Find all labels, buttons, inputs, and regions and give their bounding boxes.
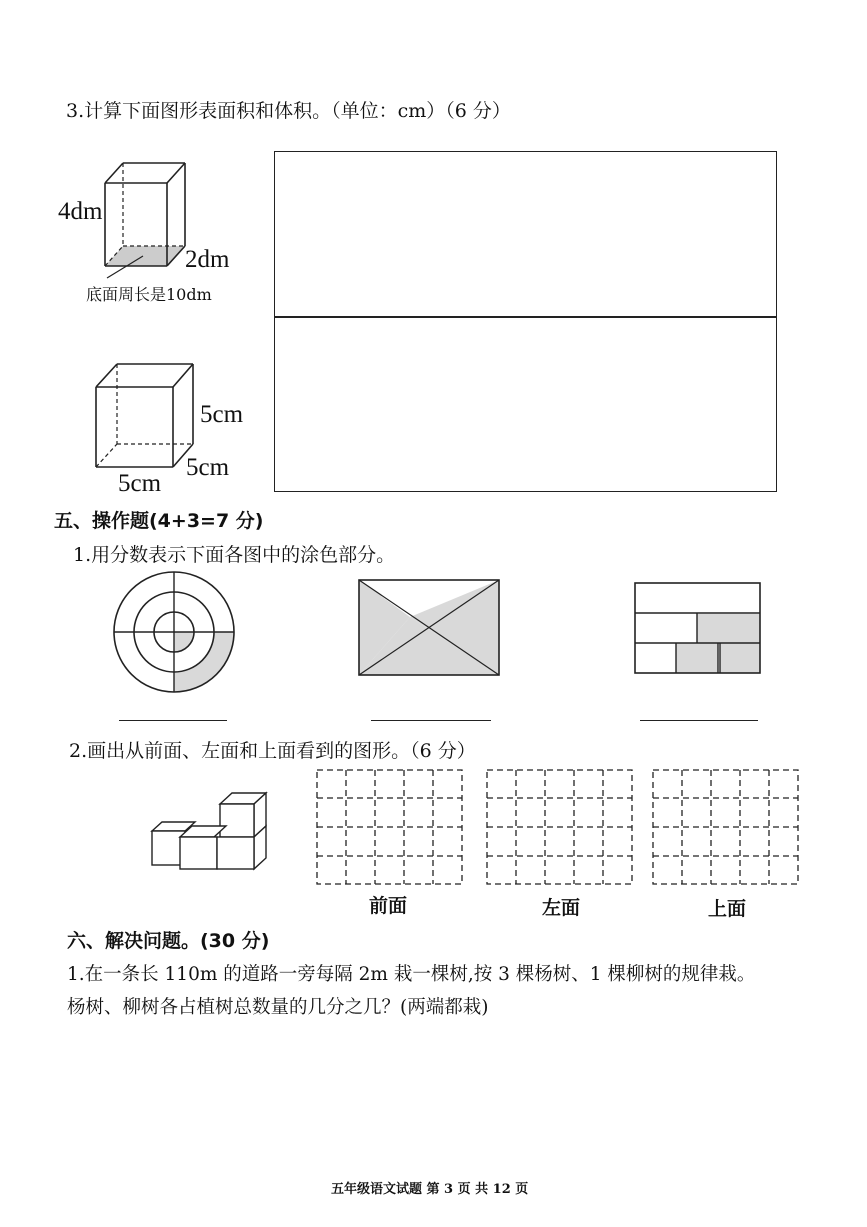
prism-height-label: 4dm bbox=[58, 198, 103, 225]
page-footer: 五年级语文试题 第 3 页 共 12 页 bbox=[331, 1182, 529, 1197]
section6-heading: 六、解决问题。(30 分) bbox=[67, 930, 270, 952]
fraction-answer-blank-2[interactable] bbox=[371, 720, 491, 721]
prism-depth-label: 2dm bbox=[185, 246, 230, 273]
rectangle-triangles-figure bbox=[358, 579, 500, 676]
fraction-answer-blank-3[interactable] bbox=[640, 720, 758, 721]
cube-figure bbox=[90, 360, 200, 472]
answer-box-cube[interactable] bbox=[274, 316, 777, 492]
brick-rectangle-figure bbox=[634, 582, 762, 674]
section6-q1-line1: 1.在一条长 110m 的道路一旁每隔 2m 栽一棵树,按 3 棵杨树、1 棵柳树的规律栽。 bbox=[67, 964, 756, 985]
rectangular-prism-figure bbox=[95, 160, 195, 275]
cube-depth-label: 5cm bbox=[186, 454, 230, 481]
grid-front-view[interactable] bbox=[316, 769, 464, 886]
view-label-top: 上面 bbox=[708, 898, 747, 920]
cube-width-label: 5cm bbox=[118, 470, 162, 497]
stacked-cubes-figure bbox=[150, 786, 272, 868]
section6-q1-line2: 杨树、柳树各占植树总数量的几分之几？(两端都栽) bbox=[67, 997, 489, 1018]
section5-q1: 1.用分数表示下面各图中的涂色部分。 bbox=[73, 544, 396, 566]
q3-title: 3.计算下面图形表面积和体积。（单位：cm）（6 分） bbox=[66, 100, 511, 122]
cube-height-label: 5cm bbox=[200, 401, 244, 428]
grid-left-view[interactable] bbox=[486, 769, 634, 886]
view-label-left: 左面 bbox=[542, 897, 581, 919]
prism-base-perimeter-note: 底面周长是10dm bbox=[86, 285, 212, 304]
section5-q2: 2.画出从前面、左面和上面看到的图形。（6 分） bbox=[69, 740, 476, 762]
fraction-answer-blank-1[interactable] bbox=[119, 720, 227, 721]
section5-heading: 五、操作题(4+3=7 分) bbox=[54, 510, 264, 532]
view-label-front: 前面 bbox=[369, 895, 408, 917]
concentric-circles-figure bbox=[110, 568, 238, 696]
answer-box-prism[interactable] bbox=[274, 151, 777, 318]
grid-top-view[interactable] bbox=[652, 769, 800, 886]
